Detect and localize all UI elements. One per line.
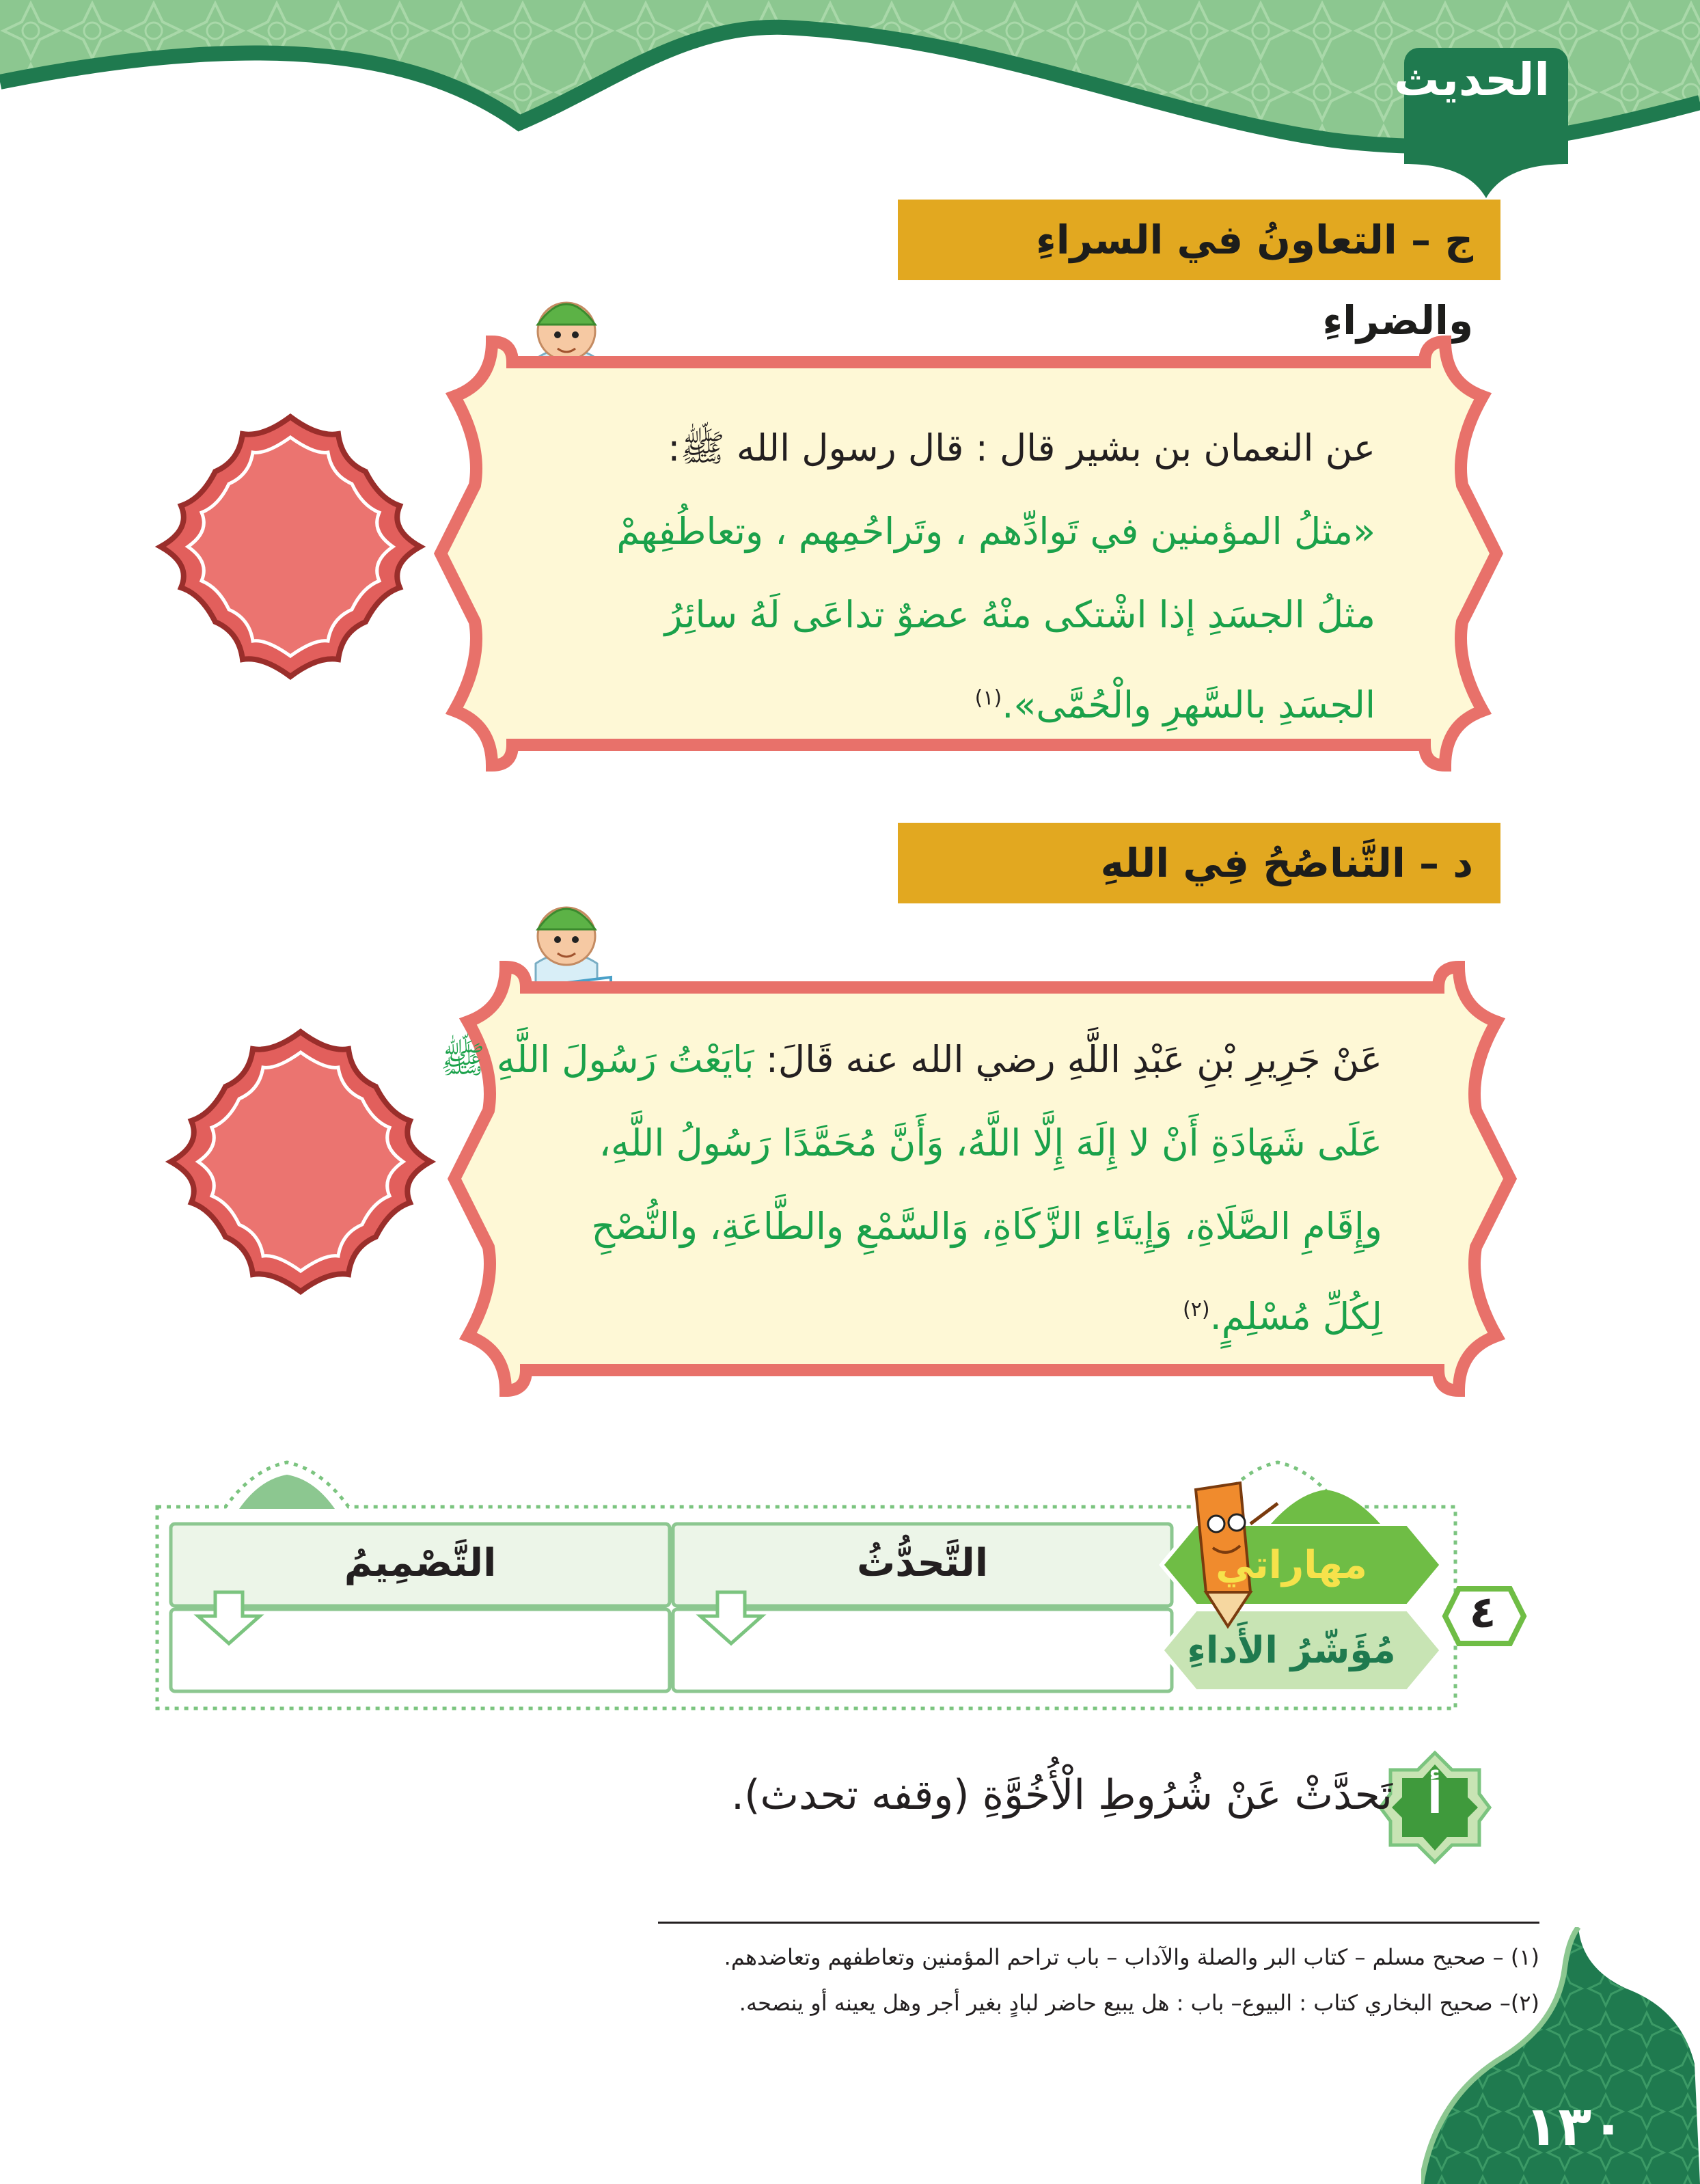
hadith-d-line-2: عَلَى شَهَادَةِ أَنْ لا إِلَهَ إِلَّا اللَّهُ، وَأَنَّ مُحَمَّدًا رَسُولُ اللَّهِ، (599, 1121, 1382, 1164)
question-text: تَحدَّثْ عَنْ شُرُوطِ الْأُخُوَّةِ (وقفه تحدث). (731, 1771, 1393, 1819)
skills-title: مهاراتي (1216, 1543, 1367, 1587)
performance-indicator-label: مُؤَشّرُ الأَداءِ (1187, 1628, 1396, 1671)
decorative-diamond-d (164, 1025, 437, 1298)
skill-design-label: التَّصْمِيمُ (344, 1541, 497, 1585)
footnote-marker-1: (١) (974, 686, 1002, 710)
footnote-2: (٢)– صحيح البخاري كتاب : البيوع– باب : هل يبيع حاضر لبادٍ بغير أجر وهل يعينه أو ينصحه. (739, 1990, 1539, 2016)
footnote-divider (658, 1922, 1539, 1924)
decorative-diamond-c (154, 410, 427, 683)
footnote-1: (١) – صحيح مسلم – كتاب البر والصلة والآداب – باب تراحم المؤمنين وتعاطفهم وتعاضدهم. (724, 1944, 1539, 1970)
hadith-d-intro-green: بَايَعْتُ رَسُولَ اللَّهِ ﷺ (440, 1038, 754, 1081)
skills-number: ٤ (1469, 1587, 1496, 1638)
hadith-c-line-1: «مثلُ المؤمنين في تَوادِّهم ، وتَراحُمِهم ، وتعاطُفِهمْ (616, 510, 1375, 553)
page-number: ١٣٠ (1524, 2094, 1625, 2158)
hadith-d-text (426, 1018, 1382, 1359)
hadith-d-line-4: لِكُلِّ مُسْلِمٍ. (1209, 1295, 1382, 1338)
question-badge-label: أ (1427, 1773, 1442, 1824)
skill-speaking-label: التَّحدُّثُ (856, 1541, 989, 1585)
hadith-c-line-2: مثلُ الجسَدِ إذا اشْتكى منْهُ عضوٌ تداعَى لَهُ سائِرُ (664, 593, 1375, 636)
hadith-d-intro: عَنْ جَرِيرِ بْنِ عَبْدِ اللَّهِ رضي الله عنه قَالَ: (765, 1038, 1382, 1081)
skills-panel (150, 1456, 1531, 1729)
hadith-c-intro: عن النعمان بن بشير قال : قال رسول الله ﷺ: (668, 426, 1375, 469)
hadith-c-line-3: الجسَدِ بالسَّهرِ والْحُمَّى». (1002, 683, 1375, 726)
section-tab-point (1404, 157, 1568, 198)
subsection-heading-c: ج – التعاونُ في السراءِ والضراءِ (898, 200, 1500, 280)
subsection-heading-d: د – التَّناصُحُ فِي اللهِ (898, 823, 1500, 903)
hadith-d-line-3: وإِقَامِ الصَّلَاةِ، وَإِيتَاءِ الزَّكَاةِ، وَالسَّمْعِ والطَّاعَةِ، والنُّصْحِ (591, 1205, 1382, 1248)
footnote-marker-2: (٢) (1183, 1298, 1210, 1322)
section-title: الحديث (1394, 53, 1550, 106)
hadith-c-text (439, 407, 1375, 747)
